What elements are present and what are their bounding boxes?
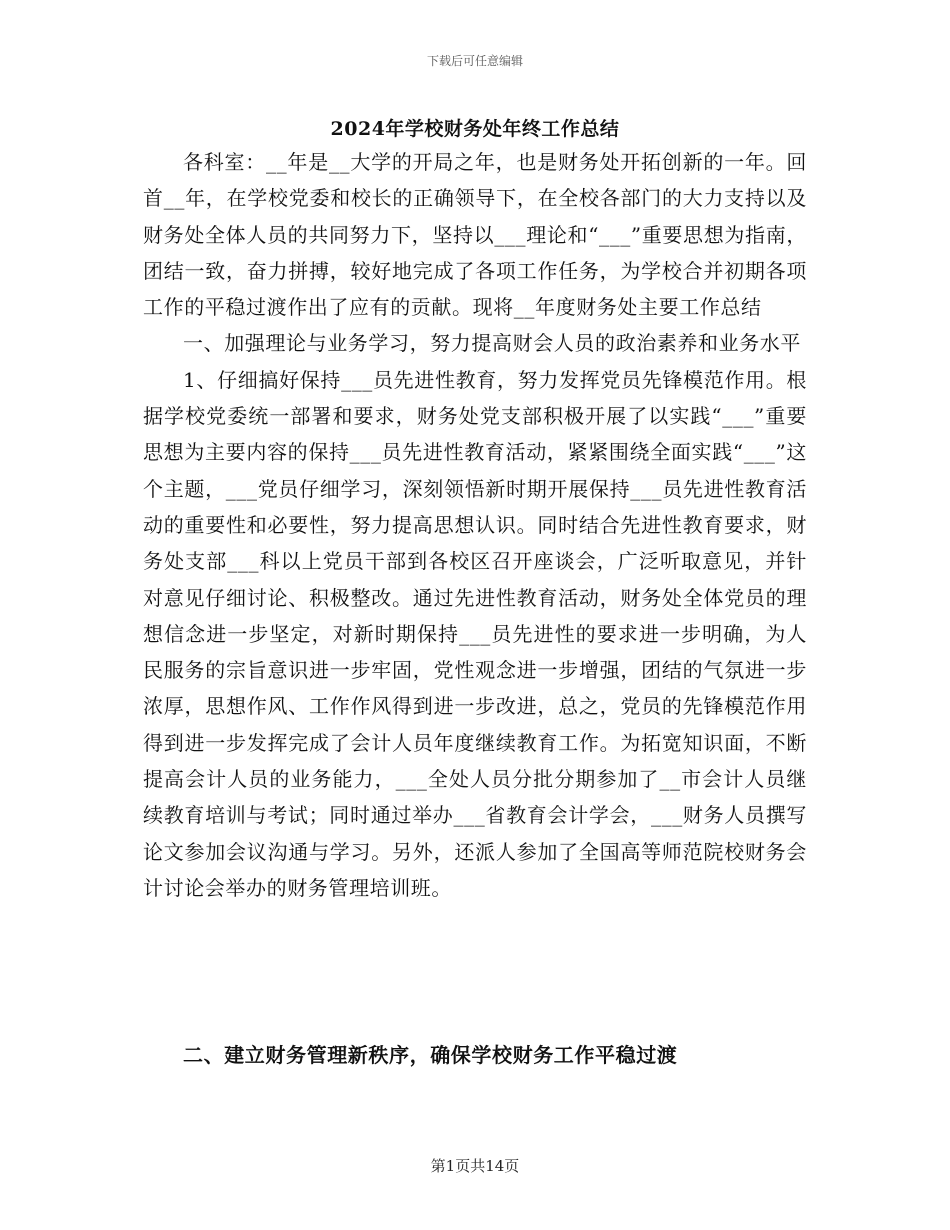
section-two-heading: 二、建立财务管理新秩序，确保学校财务工作平稳过渡 xyxy=(183,1043,678,1067)
header-note: 下载后可任意编辑 xyxy=(426,54,523,68)
section-one-heading: 一、加强理论与业务学习，努力提高财会人员的政治素养和业务水平 xyxy=(183,331,801,356)
page-number: 第1页共14页 xyxy=(430,1157,520,1175)
intro-paragraph: 各科室：__年是__大学的开局之年，也是财务处开拓创新的一年。回首__年，在学校党委和校长的正确领导下，在全校各部门的大力支持以及财务处全体人员的共同努力下，坚持以___理论和“___”重要思想为指南，团结一致，奋力拼搏，较好地完成了各项工作任务，为学校合并初期各项工作的平稳过渡作出了应有的贡献。现将__年度财务处主要工作总结 xyxy=(143,150,807,320)
item-one-paragraph: 1、仔细搞好保持___员先进性教育，努力发挥党员先锋模范作用。根据学校党委统一部署和要求，财务处党支部积极开展了以实践“___”重要思想为主要内容的保持___员先进性教育活动，紧紧围绕全面实践“___”这个主题，___党员仔细学习，深刻领悟新时期开展保持___员先进性教育活动的重要性和必要性，努力提高思想认识。同时结合先进性教育要求，财务处支部___科以上党员干部到各校区召开座谈会，广泛听取意见，并针对意见仔细讨论、积极整改。通过先进性教育活动，财务处全体党员的理想信念进一步坚定，对新时期保持___员先进性的要求进一步明确，为人民服务的宗旨意识进一步牢固，党性观念进一步增强，团结的气氛进一步浓厚，思想作风、工作作风得到进一步改进，总之，党员的先锋模范作用得到进一步发挥完成了会计人员年度继续教育工作。为拓宽知识面，不断提高会计人员的业务能力，___全处人员分批分期参加了__市会计人员继续教育培训与考试；同时通过举办___省教育会计学会，___财务人员撰写论文参加会议沟通与学习。另外，还派人参加了全国高等师范院校财务会计讨论会举办的财务管理培训班。 xyxy=(143,367,807,900)
document-body xyxy=(143,144,807,906)
document-title: 2024年学校财务处年终工作总结 xyxy=(330,118,620,140)
